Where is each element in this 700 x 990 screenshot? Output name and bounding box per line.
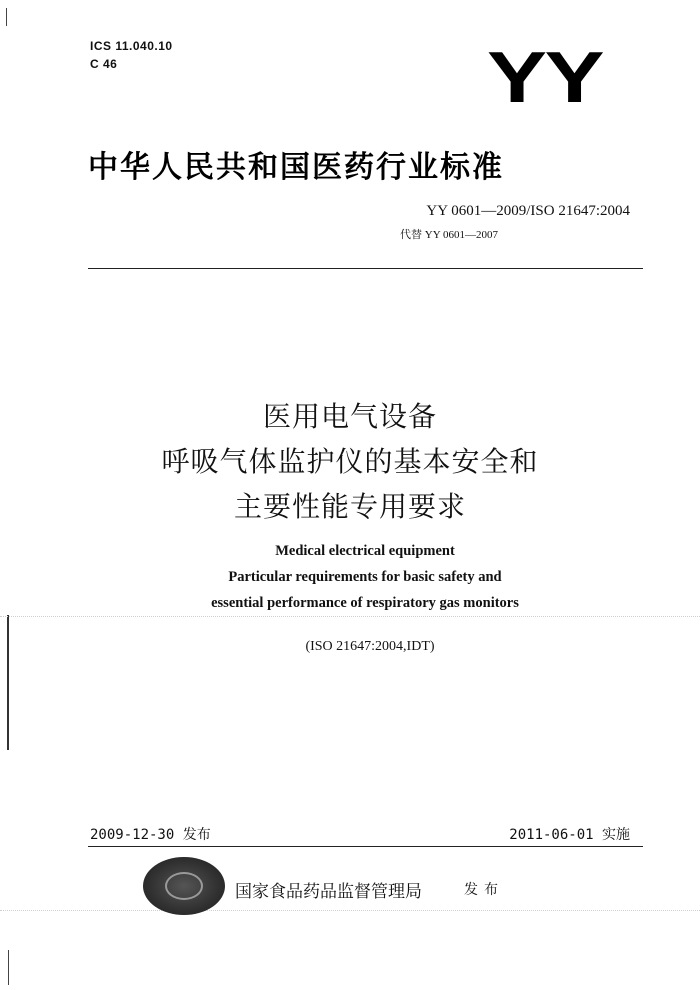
replaces-note: 代替 YY 0601—2007 [400, 229, 498, 241]
yy-logo: YY [486, 38, 602, 118]
publish-label: 发布 [464, 882, 504, 898]
issue-date: 2009-12-30 发布 [90, 827, 211, 843]
ics-code: ICS 11.040.10 [90, 39, 173, 53]
english-title-line: Particular requirements for basic safety and [228, 569, 502, 585]
ccs-code: C 46 [90, 57, 118, 71]
scan-noise-line [0, 616, 700, 617]
issuing-authority: 国家食品药品监督管理局 [235, 882, 422, 902]
standard-category-title: 中华人民共和国医药行业标准 [88, 150, 504, 185]
scan-noise-line [0, 910, 700, 911]
scan-edge-mark [8, 950, 9, 985]
chinese-title-line: 医用电气设备 [262, 400, 437, 433]
chinese-title-line: 主要性能专用要求 [233, 490, 466, 523]
standard-number: YY 0601—2009/ISO 21647:2004 [426, 203, 630, 219]
footer-divider [88, 846, 643, 847]
english-title-line: Medical electrical equipment [275, 543, 455, 559]
chinese-title-line: 呼吸气体监护仪的基本安全和 [161, 445, 539, 478]
equivalence-note: (ISO 21647:2004,IDT) [305, 639, 435, 654]
scan-edge-mark [7, 615, 9, 750]
header-divider [88, 268, 643, 269]
seal-emblem-ring [165, 872, 203, 900]
scan-edge-mark [6, 8, 7, 26]
implementation-date: 2011-06-01 实施 [509, 827, 630, 843]
english-title-line: essential performance of respiratory gas monitors [211, 595, 519, 611]
